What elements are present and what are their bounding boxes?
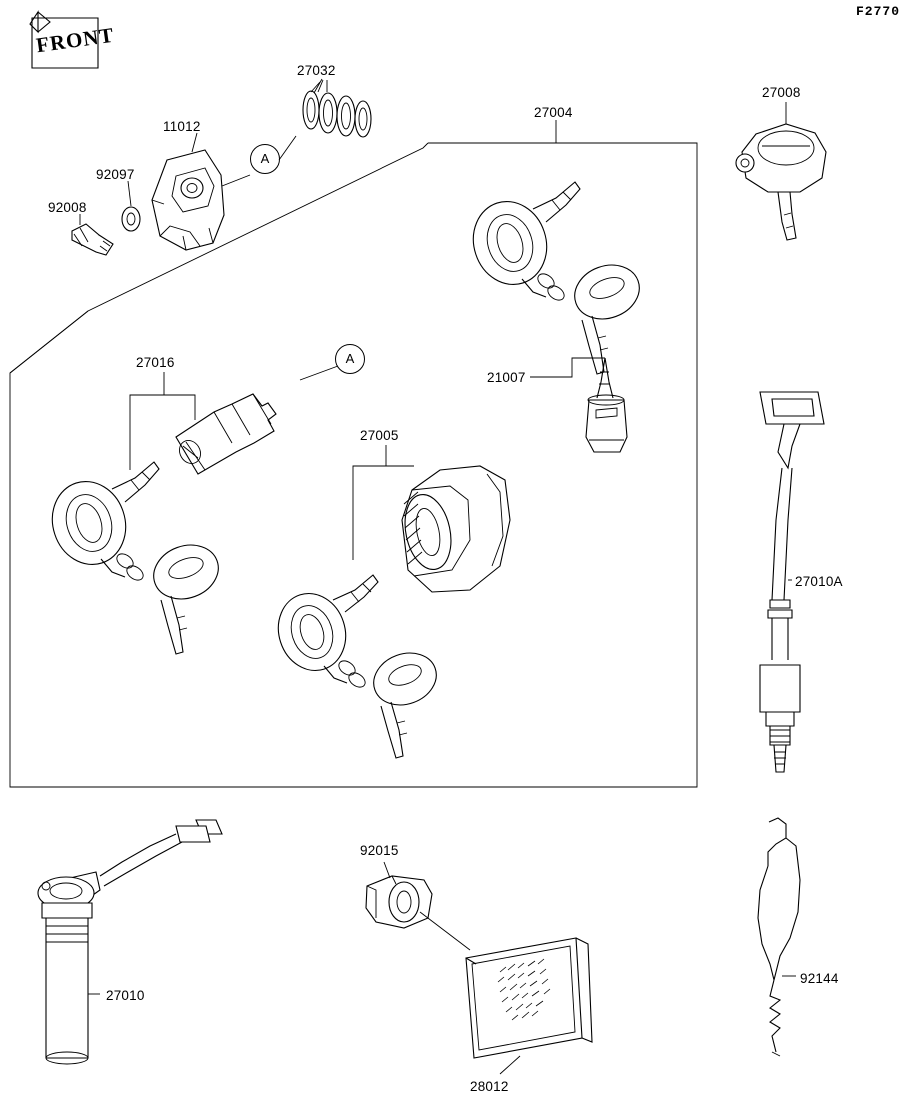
part-label-92144: 92144 xyxy=(800,971,839,986)
part-label-27010A: 27010A xyxy=(795,574,843,589)
part-11012-cap xyxy=(152,150,224,250)
part-92144-spring xyxy=(758,818,800,1056)
part-ignition-switch-left xyxy=(42,462,226,654)
part-28012-plate xyxy=(466,938,592,1058)
part-label-27005: 27005 xyxy=(360,428,399,443)
part-label-27004: 27004 xyxy=(534,105,573,120)
part-label-27010: 27010 xyxy=(106,988,145,1003)
part-27010-plug-cap xyxy=(38,820,222,1064)
part-label-28012: 28012 xyxy=(470,1079,509,1094)
part-92015-nut xyxy=(366,876,432,928)
part-label-27016: 27016 xyxy=(136,355,175,370)
part-27004-ignition-switch xyxy=(463,182,647,374)
reference-bubble-a-top-label: A xyxy=(260,151,270,166)
part-27032-rings xyxy=(303,74,371,137)
part-label-11012: 11012 xyxy=(163,119,201,134)
part-21007-rotor xyxy=(586,358,627,452)
part-27005-fuel-lock xyxy=(399,466,510,592)
reference-bubble-a-mid xyxy=(335,344,365,374)
part-92008-bolt xyxy=(72,224,113,255)
reference-bubble-a-mid-label: A xyxy=(345,351,355,366)
part-label-92097: 92097 xyxy=(96,167,135,182)
reference-bubble-a-top xyxy=(250,144,280,174)
part-27008-lock xyxy=(736,124,826,240)
part-label-27032: 27032 xyxy=(297,63,336,78)
part-label-27008: 27008 xyxy=(762,85,801,100)
part-27016-lock-cylinder xyxy=(175,394,276,474)
part-ignition-key-set-center xyxy=(269,575,444,758)
part-label-92008: 92008 xyxy=(48,200,87,215)
part-label-92015: 92015 xyxy=(360,843,399,858)
figure-code: F2770 xyxy=(855,4,900,19)
front-label: FRONT xyxy=(34,22,116,58)
part-92097-washer xyxy=(122,207,140,231)
part-label-21007: 21007 xyxy=(487,370,526,385)
